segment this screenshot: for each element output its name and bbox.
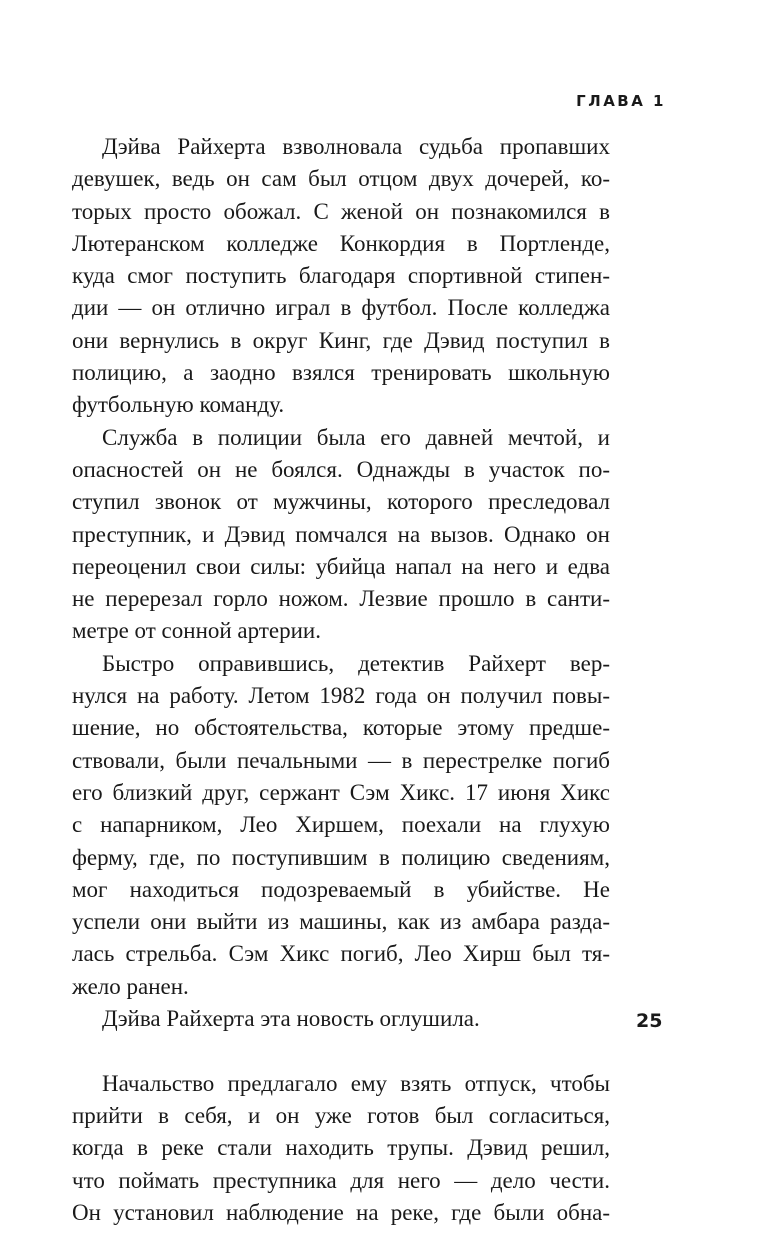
- text-line: куда смог поступить благодаря спортивной стипен-: [72, 263, 610, 289]
- text-line: дии — он отлично играл в футбол. После колледжа: [72, 295, 610, 321]
- text-line: Он установил наблюдение на реке, где были обна-: [72, 1199, 610, 1225]
- text-line: полицию, а заодно взялся тренировать школьную: [72, 360, 610, 386]
- text-line: не перерезал горло ножом. Лезвие прошло в санти-: [72, 586, 610, 612]
- text-line: Лютеранском колледже Конкордия в Портленде,: [72, 230, 610, 256]
- text-line: Дэйва Райхерта взволновала судьба пропавших: [102, 134, 610, 159]
- page-number: 25: [636, 1010, 663, 1032]
- text-line: прийти в себя, и он уже готов был согласиться,: [72, 1102, 610, 1128]
- text-line: его близкий друг, сержант Сэм Хикс. 17 июня Хикс: [72, 779, 610, 805]
- text-line: мог находиться подозреваемый в убийстве. Не: [72, 876, 610, 902]
- text-line: ствовали, были печальными — в перестрелке погиб: [72, 747, 610, 773]
- text-line: торых просто обожал. С женой он познакомился в: [72, 198, 610, 224]
- text-line: Служба в полиции была его давней мечтой, и: [102, 424, 610, 450]
- text-line: переоценил свои силы: убийца напал на него и едва: [72, 553, 610, 579]
- section-break: [72, 1035, 610, 1067]
- text-line: успели они выйти из машины, как из амбара разда-: [72, 909, 610, 935]
- text-line: нулся на работу. Летом 1982 года он получил повы-: [72, 683, 610, 709]
- text-line: девушек, ведь он сам был отцом двух дочерей, ко-: [72, 166, 610, 192]
- text-line: Начальство предлагало ему взять отпуск, чтобы: [102, 1070, 610, 1096]
- text-line: Дэйва Райхерта эта новость оглушила.: [102, 1006, 480, 1032]
- text-line: шение, но обстоятельства, которые этому предше-: [72, 715, 610, 741]
- running-header-chapter: ГЛАВА 1: [576, 92, 666, 110]
- text-line: с напарником, Лео Хиршем, поехали на глухую: [72, 812, 610, 838]
- text-line: лась стрельба. Сэм Хикс погиб, Лео Хирш был тя-: [72, 941, 610, 967]
- text-line: футбольную команду.: [72, 392, 285, 418]
- text-line: метре от сонной артерии.: [72, 618, 321, 644]
- text-line: ступил звонок от мужчины, которого преследовал: [72, 489, 610, 515]
- text-line: что поймать преступника для него — дело чести.: [72, 1167, 610, 1193]
- text-line: жело ранен.: [72, 973, 189, 999]
- text-line: Быстро оправившись, детектив Райхерт вер-: [102, 650, 610, 676]
- text-line: они вернулись в округ Кинг, где Дэвид поступил в: [72, 327, 610, 353]
- text-line: опасностей он не боялся. Однажды в участок по-: [72, 456, 610, 482]
- body-text: [72, 131, 610, 1229]
- text-line: когда в реке стали находить трупы. Дэвид решил,: [72, 1135, 610, 1161]
- text-line: преступник, и Дэвид помчался на вызов. Однако он: [72, 521, 610, 547]
- text-line: ферму, где, по поступившим в полицию сведениям,: [72, 844, 610, 870]
